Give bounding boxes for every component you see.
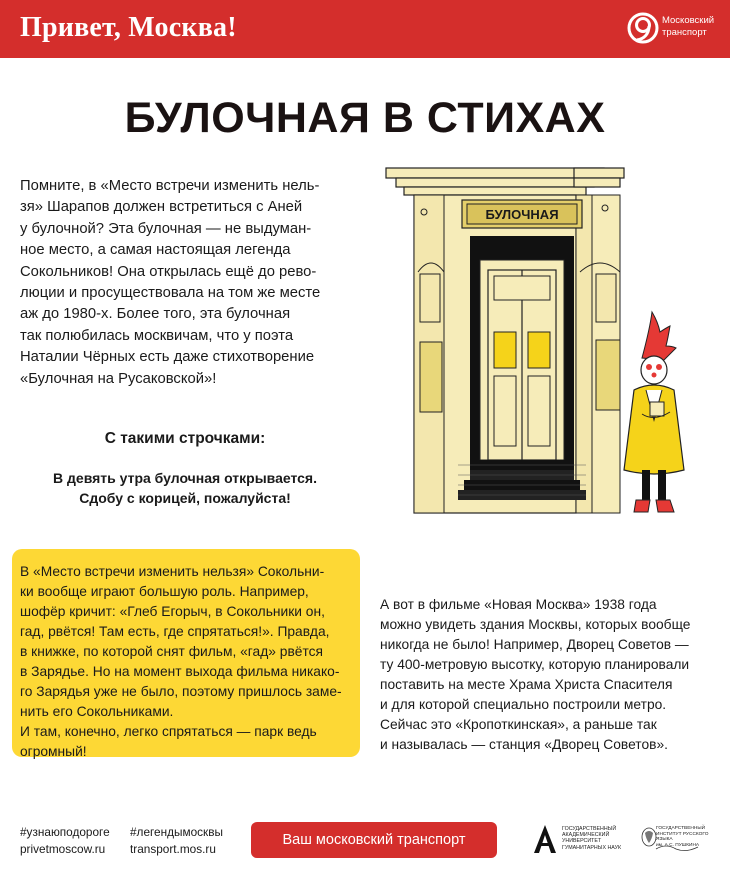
footer-hashtag-2[interactable]: #легендымосквы	[130, 825, 223, 839]
header-logo-text: Московский транспорт	[662, 15, 715, 38]
footer-link-1[interactable]: privetmoscow.ru	[20, 842, 106, 856]
film-paragraph: А вот в фильме «Новая Москва» 1938 года можно увидеть здания Москвы, которых вообще никогда не было! Например, Дворец Советов — ту 400-метровую высотку, которую планировали поставить на месте Храма Христа Спасителя и для которой специально построили метро. Сейчас это «Кропоткинская», а раньше так и называлась — станция «Дворец Советов».	[380, 597, 691, 752]
page-title: БУЛОЧНАЯ В СТИХАХ	[124, 94, 606, 142]
yellow-info-text: В «Место встречи изменить нельзя» Сокольни- ки вообще играют большую роль. Например, шофёр кричит: «Глеб Егорыч, в Сокольники он, гад, рвётся! Там есть, где спрятаться!». Правда, в книжке, по которой снят фильм, «гад» рвётся в Зарядье. Но на момент выхода фильма никако- го Зарядья уже не было, поэтому пришлось заме- нить его Сокольниками. И там, конечно, легко спрятаться — парк ведь огромный!	[20, 564, 342, 759]
footer-link-2[interactable]: transport.mos.ru	[130, 842, 216, 856]
intro-paragraph: Помните, в «Место встречи изменить нель- зя» Шарапов должен встретиться с Аней у булочной? Эта булочная — не выдуман- ное место, а самая настоящая легенда Сокольников! Она открылась ещё до рево- люции и просуществовала на том же месте аж до 1980-х. Более того, эта булочная так полюбилась москвичам, что у поэта Наталии Чёрных есть даже стихотворение «Булочная на Русаковской»!	[20, 178, 321, 387]
university-logo-icon	[532, 823, 558, 855]
header-bar	[0, 0, 730, 58]
header-title: Привет, Москва!	[20, 12, 237, 43]
quote-lines: В девять утра булочная открывается. Сдобу с корицей, пожалуйста!	[53, 470, 317, 506]
quote-heading: С такими строчками:	[104, 430, 266, 447]
university-name: ГОСУДАРСТВЕННЫЙ АКАДЕМИЧЕСКИЙ УНИВЕРСИТЕТ ГУМАНИТАРНЫХ НАУК	[562, 826, 622, 851]
transport-button[interactable]: Ваш московский транспорт	[251, 822, 497, 858]
moscow-transport-logo-icon	[626, 10, 660, 46]
bakery-illustration	[384, 162, 704, 530]
pushkin-institute-name: ГОСУДАРСТВЕННЫЙ ИНСТИТУТ РУССКОГО ЯЗЫКА им. А.С. ПУШКИНА	[656, 826, 709, 848]
footer-hashtag-1[interactable]: #узнаюподороге	[20, 825, 110, 839]
bakery-sign-label: БУЛОЧНАЯ	[485, 207, 559, 222]
